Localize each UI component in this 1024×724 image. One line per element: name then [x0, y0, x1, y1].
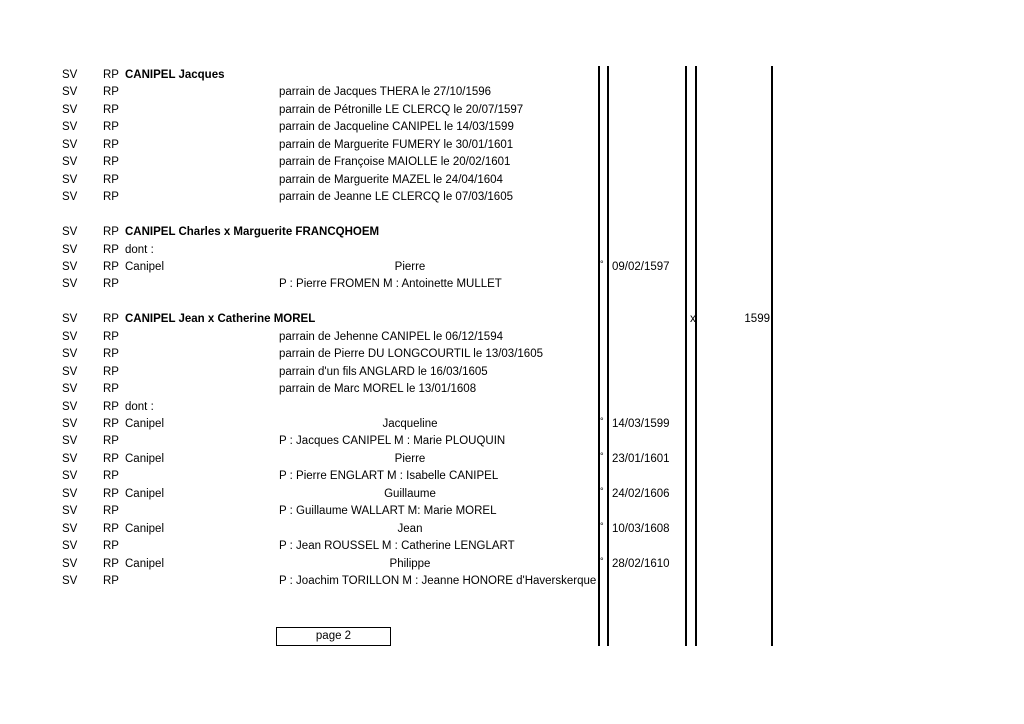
birth-symbol: ° [600, 520, 604, 531]
entry-text: parrain de Pierre DU LONGCOURTIL le 13/03/1605 [279, 348, 543, 361]
surname: Canipel [125, 452, 164, 465]
entry-text: parrain de Marguerite MAZEL le 24/04/1604 [279, 173, 503, 186]
record-row [0, 433, 1024, 450]
register-code: RP [103, 121, 119, 134]
source-code: SV [62, 226, 78, 239]
register-code: RP [103, 522, 119, 535]
record-row [0, 84, 1024, 101]
source-code: SV [62, 330, 78, 343]
source-code: SV [62, 278, 78, 291]
entry-text: P : Pierre ENGLART M : Isabelle CANIPEL [279, 470, 499, 483]
record-row [0, 416, 1024, 433]
record-row [0, 154, 1024, 171]
record-row [0, 346, 1024, 363]
source-code: SV [62, 557, 78, 570]
register-code: RP [103, 191, 119, 204]
record-row [0, 503, 1024, 520]
source-code: SV [62, 452, 78, 465]
birth-symbol: ° [600, 416, 604, 426]
first-name: Jean [397, 522, 423, 535]
record-row [0, 451, 1024, 468]
entry-text: P : Pierre FROMEN M : Antoinette MULLET [279, 278, 502, 291]
register-code: RP [103, 505, 119, 518]
source-code: SV [62, 383, 78, 396]
register-code: RP [103, 278, 119, 291]
family-heading: CANIPEL Jean x Catherine MOREL [125, 313, 316, 326]
source-code: SV [62, 348, 78, 361]
source-code: SV [62, 69, 78, 81]
register-code: RP [103, 156, 119, 169]
record-row [0, 486, 1024, 503]
source-code: SV [62, 313, 78, 326]
record-row [0, 399, 1024, 416]
entry-text: parrain de Marguerite FUMERY le 30/01/1601 [279, 138, 514, 151]
source-code: SV [62, 173, 78, 186]
record-row [0, 224, 1024, 241]
source-code: SV [62, 400, 78, 413]
source-code: SV [62, 522, 78, 535]
register-code: RP [103, 557, 119, 570]
surname: Canipel [125, 522, 164, 535]
source-code: SV [62, 156, 78, 169]
entry-text: parrain de Marc MOREL le 13/01/1608 [279, 383, 477, 396]
entry-text: parrain de Jacques THERA le 27/10/1596 [279, 86, 492, 99]
source-code: SV [62, 243, 78, 256]
surname: Canipel [125, 487, 164, 500]
record-row [0, 381, 1024, 398]
record-row [0, 189, 1024, 206]
source-code: SV [62, 138, 78, 151]
register-code: RP [103, 452, 119, 465]
register-code: RP [103, 86, 119, 99]
register-code: RP [103, 400, 119, 413]
record-row [0, 538, 1024, 555]
register-code: RP [103, 348, 119, 361]
register-code: RP [103, 103, 119, 116]
source-code: SV [62, 505, 78, 518]
register-code: RP [103, 330, 119, 343]
birth-date: 10/03/1608 [612, 522, 670, 535]
entry-text: parrain de Jacqueline CANIPEL le 14/03/1599 [279, 121, 514, 134]
marriage-year: 1599 [744, 313, 770, 326]
first-name: Guillaume [384, 487, 436, 500]
entry-text: P : Jacques CANIPEL M : Marie PLOUQUIN [279, 435, 506, 448]
first-name: Jacqueline [382, 418, 438, 430]
first-name: Pierre [394, 452, 426, 465]
surname: Canipel [125, 557, 164, 570]
birth-symbol: ° [600, 485, 604, 496]
record-row [0, 468, 1024, 485]
birth-date: 24/02/1606 [612, 487, 670, 500]
record-row [0, 259, 1024, 276]
entry-text: parrain d'un fils ANGLARD le 16/03/1605 [279, 365, 488, 378]
record-row [0, 102, 1024, 119]
record-row [0, 276, 1024, 293]
birth-date: 23/01/1601 [612, 452, 670, 465]
source-code: SV [62, 418, 78, 430]
register-code: RP [103, 435, 119, 448]
register-code: RP [103, 365, 119, 378]
entry-text: P : Jean ROUSSEL M : Catherine LENGLART [279, 540, 515, 553]
source-code: SV [62, 575, 78, 588]
record-row [0, 137, 1024, 154]
record-row [0, 172, 1024, 189]
source-code: SV [62, 86, 78, 99]
birth-date: 28/02/1610 [612, 557, 670, 570]
birth-date: 14/03/1599 [612, 418, 670, 430]
birth-symbol: ° [600, 555, 604, 566]
source-code: SV [62, 191, 78, 204]
marriage-mark: x [690, 313, 696, 326]
family-heading: CANIPEL Charles x Marguerite FRANCQHOEM [125, 226, 380, 239]
entry-text: parrain de Françoise MAIOLLE le 20/02/1601 [279, 156, 511, 169]
source-code: SV [62, 470, 78, 483]
family-heading: CANIPEL Jacques [125, 69, 225, 81]
register-code: RP [103, 243, 119, 256]
record-row [0, 329, 1024, 346]
record-row [0, 573, 1024, 590]
record-row [0, 242, 1024, 259]
surname: dont : [125, 243, 154, 256]
source-code: SV [62, 103, 78, 116]
register-code: RP [103, 260, 119, 273]
surname: Canipel [125, 260, 164, 273]
register-code: RP [103, 173, 119, 186]
source-code: SV [62, 540, 78, 553]
register-code: RP [103, 383, 119, 396]
record-row [0, 556, 1024, 573]
surname: dont : [125, 400, 154, 413]
entry-text: parrain de Jehenne CANIPEL le 06/12/1594 [279, 330, 503, 343]
source-code: SV [62, 121, 78, 134]
surname: Canipel [125, 418, 164, 430]
page-number: page 2 [276, 627, 391, 646]
register-code: RP [103, 226, 119, 239]
birth-symbol: ° [600, 450, 604, 461]
first-name: Philippe [389, 557, 431, 570]
register-code: RP [103, 470, 119, 483]
source-code: SV [62, 365, 78, 378]
record-row [0, 119, 1024, 136]
birth-date: 09/02/1597 [612, 260, 670, 273]
entry-text: parrain de Pétronille LE CLERCQ le 20/07/1597 [279, 103, 524, 116]
register-code: RP [103, 540, 119, 553]
entry-text: P : Joachim TORILLON M : Jeanne HONORE d'Haverskerque [279, 575, 597, 588]
record-row [0, 364, 1024, 381]
register-code: RP [103, 575, 119, 588]
first-name: Pierre [394, 260, 426, 273]
birth-symbol: ° [600, 258, 604, 269]
register-code: RP [103, 487, 119, 500]
source-code: SV [62, 260, 78, 273]
record-row [0, 67, 1024, 84]
record-row [0, 521, 1024, 538]
register-code: RP [103, 313, 119, 326]
register-code: RP [103, 69, 119, 81]
record-row [0, 311, 1024, 328]
entry-text: P : Guillaume WALLART M: Marie MOREL [279, 505, 497, 518]
register-code: RP [103, 418, 119, 430]
entry-text: parrain de Jeanne LE CLERCQ le 07/03/1605 [279, 191, 513, 204]
register-code: RP [103, 138, 119, 151]
source-code: SV [62, 435, 78, 448]
source-code: SV [62, 487, 78, 500]
